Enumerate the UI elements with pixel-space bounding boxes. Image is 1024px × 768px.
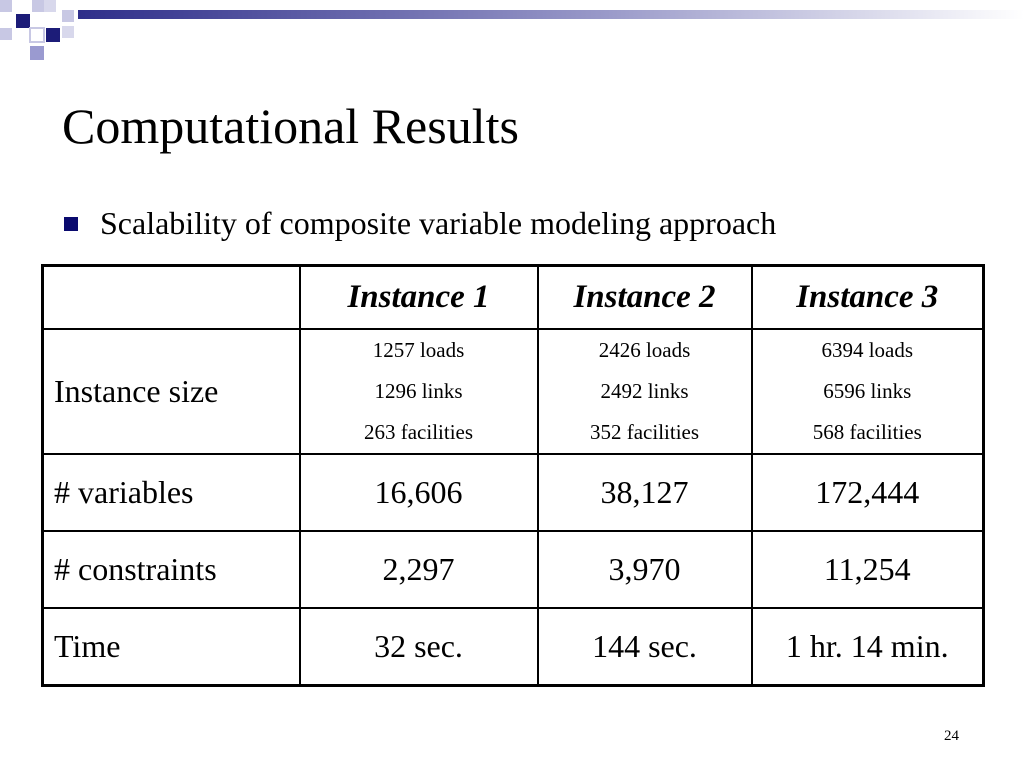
table-cell: 3,970 xyxy=(538,531,752,608)
bullet-item xyxy=(64,200,776,246)
table-cell: 38,127 xyxy=(538,454,752,531)
header-corner-cell xyxy=(43,266,300,330)
row-label-time: Time xyxy=(43,608,300,686)
table-row-time xyxy=(43,608,984,686)
table-cell: 172,444 xyxy=(752,454,984,531)
size-cell-instance-2 xyxy=(538,329,752,454)
table-cell: 16,606 xyxy=(300,454,538,531)
bullet-text: Scalability of composite variable modeling approach xyxy=(100,204,777,241)
row-label-variables: # variables xyxy=(43,454,300,531)
size-cell-instance-3 xyxy=(752,329,984,454)
header-instance-1: Instance 1 xyxy=(300,266,538,330)
results-table xyxy=(41,264,985,687)
page-number: 24 xyxy=(944,728,959,744)
size-cell-instance-1 xyxy=(300,329,538,454)
header-decoration xyxy=(0,0,1024,62)
links-value: 6596 links xyxy=(823,379,912,403)
table-row-variables xyxy=(43,454,984,531)
header-instance-3: Instance 3 xyxy=(752,266,984,330)
loads-value: 1257 loads xyxy=(372,338,465,362)
table-cell: 1 hr. 14 min. xyxy=(752,608,984,686)
table-cell: 2,297 xyxy=(300,531,538,608)
square-bullet-icon xyxy=(64,217,78,231)
links-value: 1296 links xyxy=(374,379,463,403)
table-header-row xyxy=(43,266,984,330)
row-label-constraints: # constraints xyxy=(43,531,300,608)
table-cell: 32 sec. xyxy=(300,608,538,686)
loads-value: 6394 loads xyxy=(821,338,914,362)
facilities-value: 352 facilities xyxy=(589,420,700,444)
row-label-instance-size: Instance size xyxy=(43,329,300,454)
loads-value: 2426 loads xyxy=(598,338,691,362)
slide-title: Computational Results xyxy=(62,98,519,154)
links-value: 2492 links xyxy=(600,379,689,403)
facilities-value: 263 facilities xyxy=(363,420,474,444)
facilities-value: 568 facilities xyxy=(812,420,922,444)
table-cell: 11,254 xyxy=(752,531,984,608)
header-instance-2: Instance 2 xyxy=(538,266,752,330)
table-row-constraints xyxy=(43,531,984,608)
table-row-instance-size xyxy=(43,329,984,454)
table-cell: 144 sec. xyxy=(538,608,752,686)
